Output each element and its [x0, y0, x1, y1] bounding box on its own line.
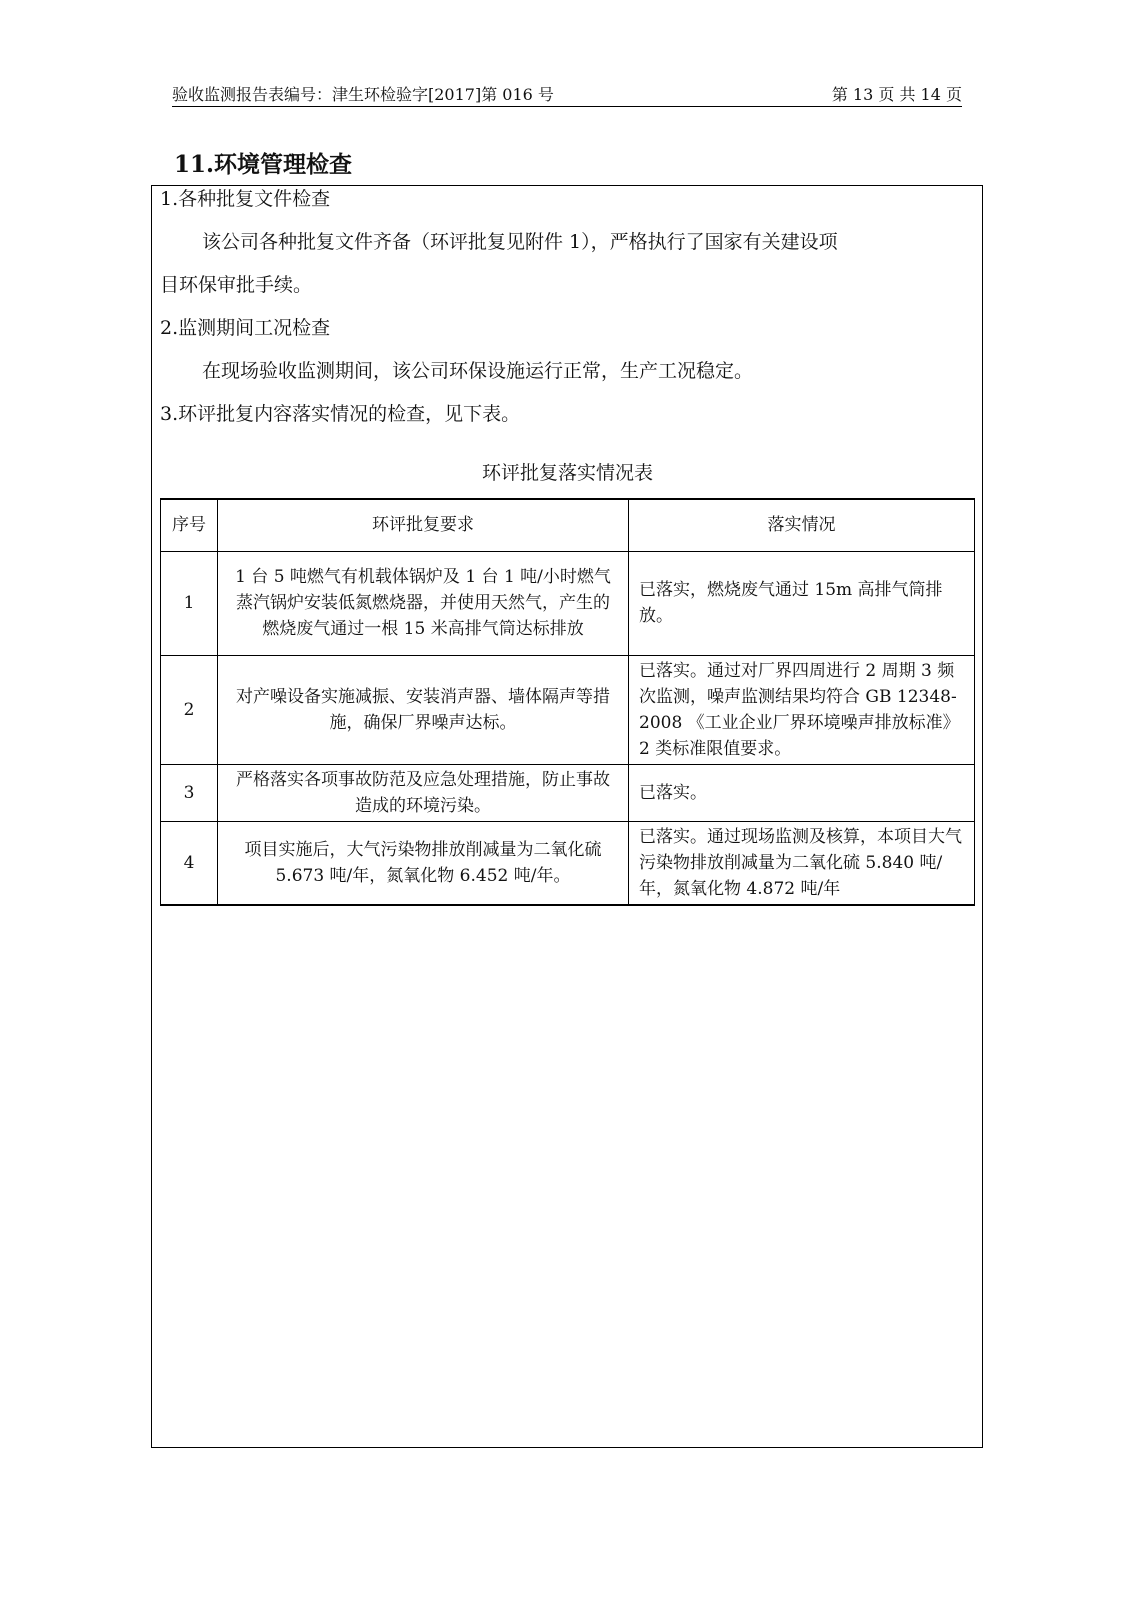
row-no: 3: [161, 764, 218, 821]
report-number: 验收监测报告表编号：津生环检验字[2017]第 016 号: [172, 85, 554, 104]
header-status: 落实情况: [629, 499, 975, 551]
table-row: [161, 551, 975, 655]
item-1-body-line1: 该公司各种批复文件齐备（环评批复见附件 1），严格执行了国家有关建设项: [202, 231, 838, 253]
row-requirement: 项目实施后，大气污染物排放削减量为二氧化硫 5.673 吨/年，氮氧化物 6.452 吨/年。: [218, 821, 629, 905]
approval-table: [160, 498, 975, 906]
row-no: 1: [161, 551, 218, 655]
table-title: 环评批复落实情况表: [481, 462, 653, 484]
header-no: 序号: [161, 499, 218, 551]
header-requirement: 环评批复要求: [218, 499, 629, 551]
page-number: 第 13 页 共 14 页: [831, 85, 962, 104]
table-row: [161, 821, 975, 905]
page-header: [172, 78, 962, 107]
item-2-body-line1: 在现场验收监测期间，该公司环保设施运行正常，生产工况稳定。: [202, 360, 754, 382]
table-row: [161, 655, 975, 764]
row-status: 已落实。: [629, 764, 975, 821]
row-no: 2: [161, 655, 218, 764]
row-status: 已落实。通过现场监测及核算，本项目大气污染物排放削减量为二氧化硫 5.840 吨/年，氮氧化物 4.872 吨/年: [629, 821, 975, 905]
section-title: 11.环境管理检查: [174, 151, 353, 178]
item-1-body-line2: 目环保审批手续。: [160, 274, 313, 296]
item-2-heading: 2.监测期间工况检查: [160, 317, 331, 339]
row-status: 已落实，燃烧废气通过 15m 高排气筒排放。: [629, 551, 975, 655]
row-requirement: 1 台 5 吨燃气有机载体锅炉及 1 台 1 吨/小时燃气蒸汽锅炉安装低氮燃烧器，并使用天然气，产生的燃烧废气通过一根 15 米高排气筒达标排放: [218, 551, 629, 655]
item-1-heading: 1.各种批复文件检查: [160, 188, 331, 210]
item-3-heading: 3.环评批复内容落实情况的检查，见下表。: [160, 403, 521, 425]
row-requirement: 对产噪设备实施减振、安装消声器、墙体隔声等措施，确保厂界噪声达标。: [218, 655, 629, 764]
row-status: 已落实。通过对厂界四周进行 2 周期 3 频次监测，噪声监测结果均符合 GB 12348-2008 《工业企业厂界环境噪声排放标准》2 类标准限值要求。: [629, 655, 975, 764]
table-row: [161, 764, 975, 821]
row-requirement: 严格落实各项事故防范及应急处理措施，防止事故造成的环境污染。: [218, 764, 629, 821]
row-no: 4: [161, 821, 218, 905]
table-header-row: [161, 499, 975, 551]
